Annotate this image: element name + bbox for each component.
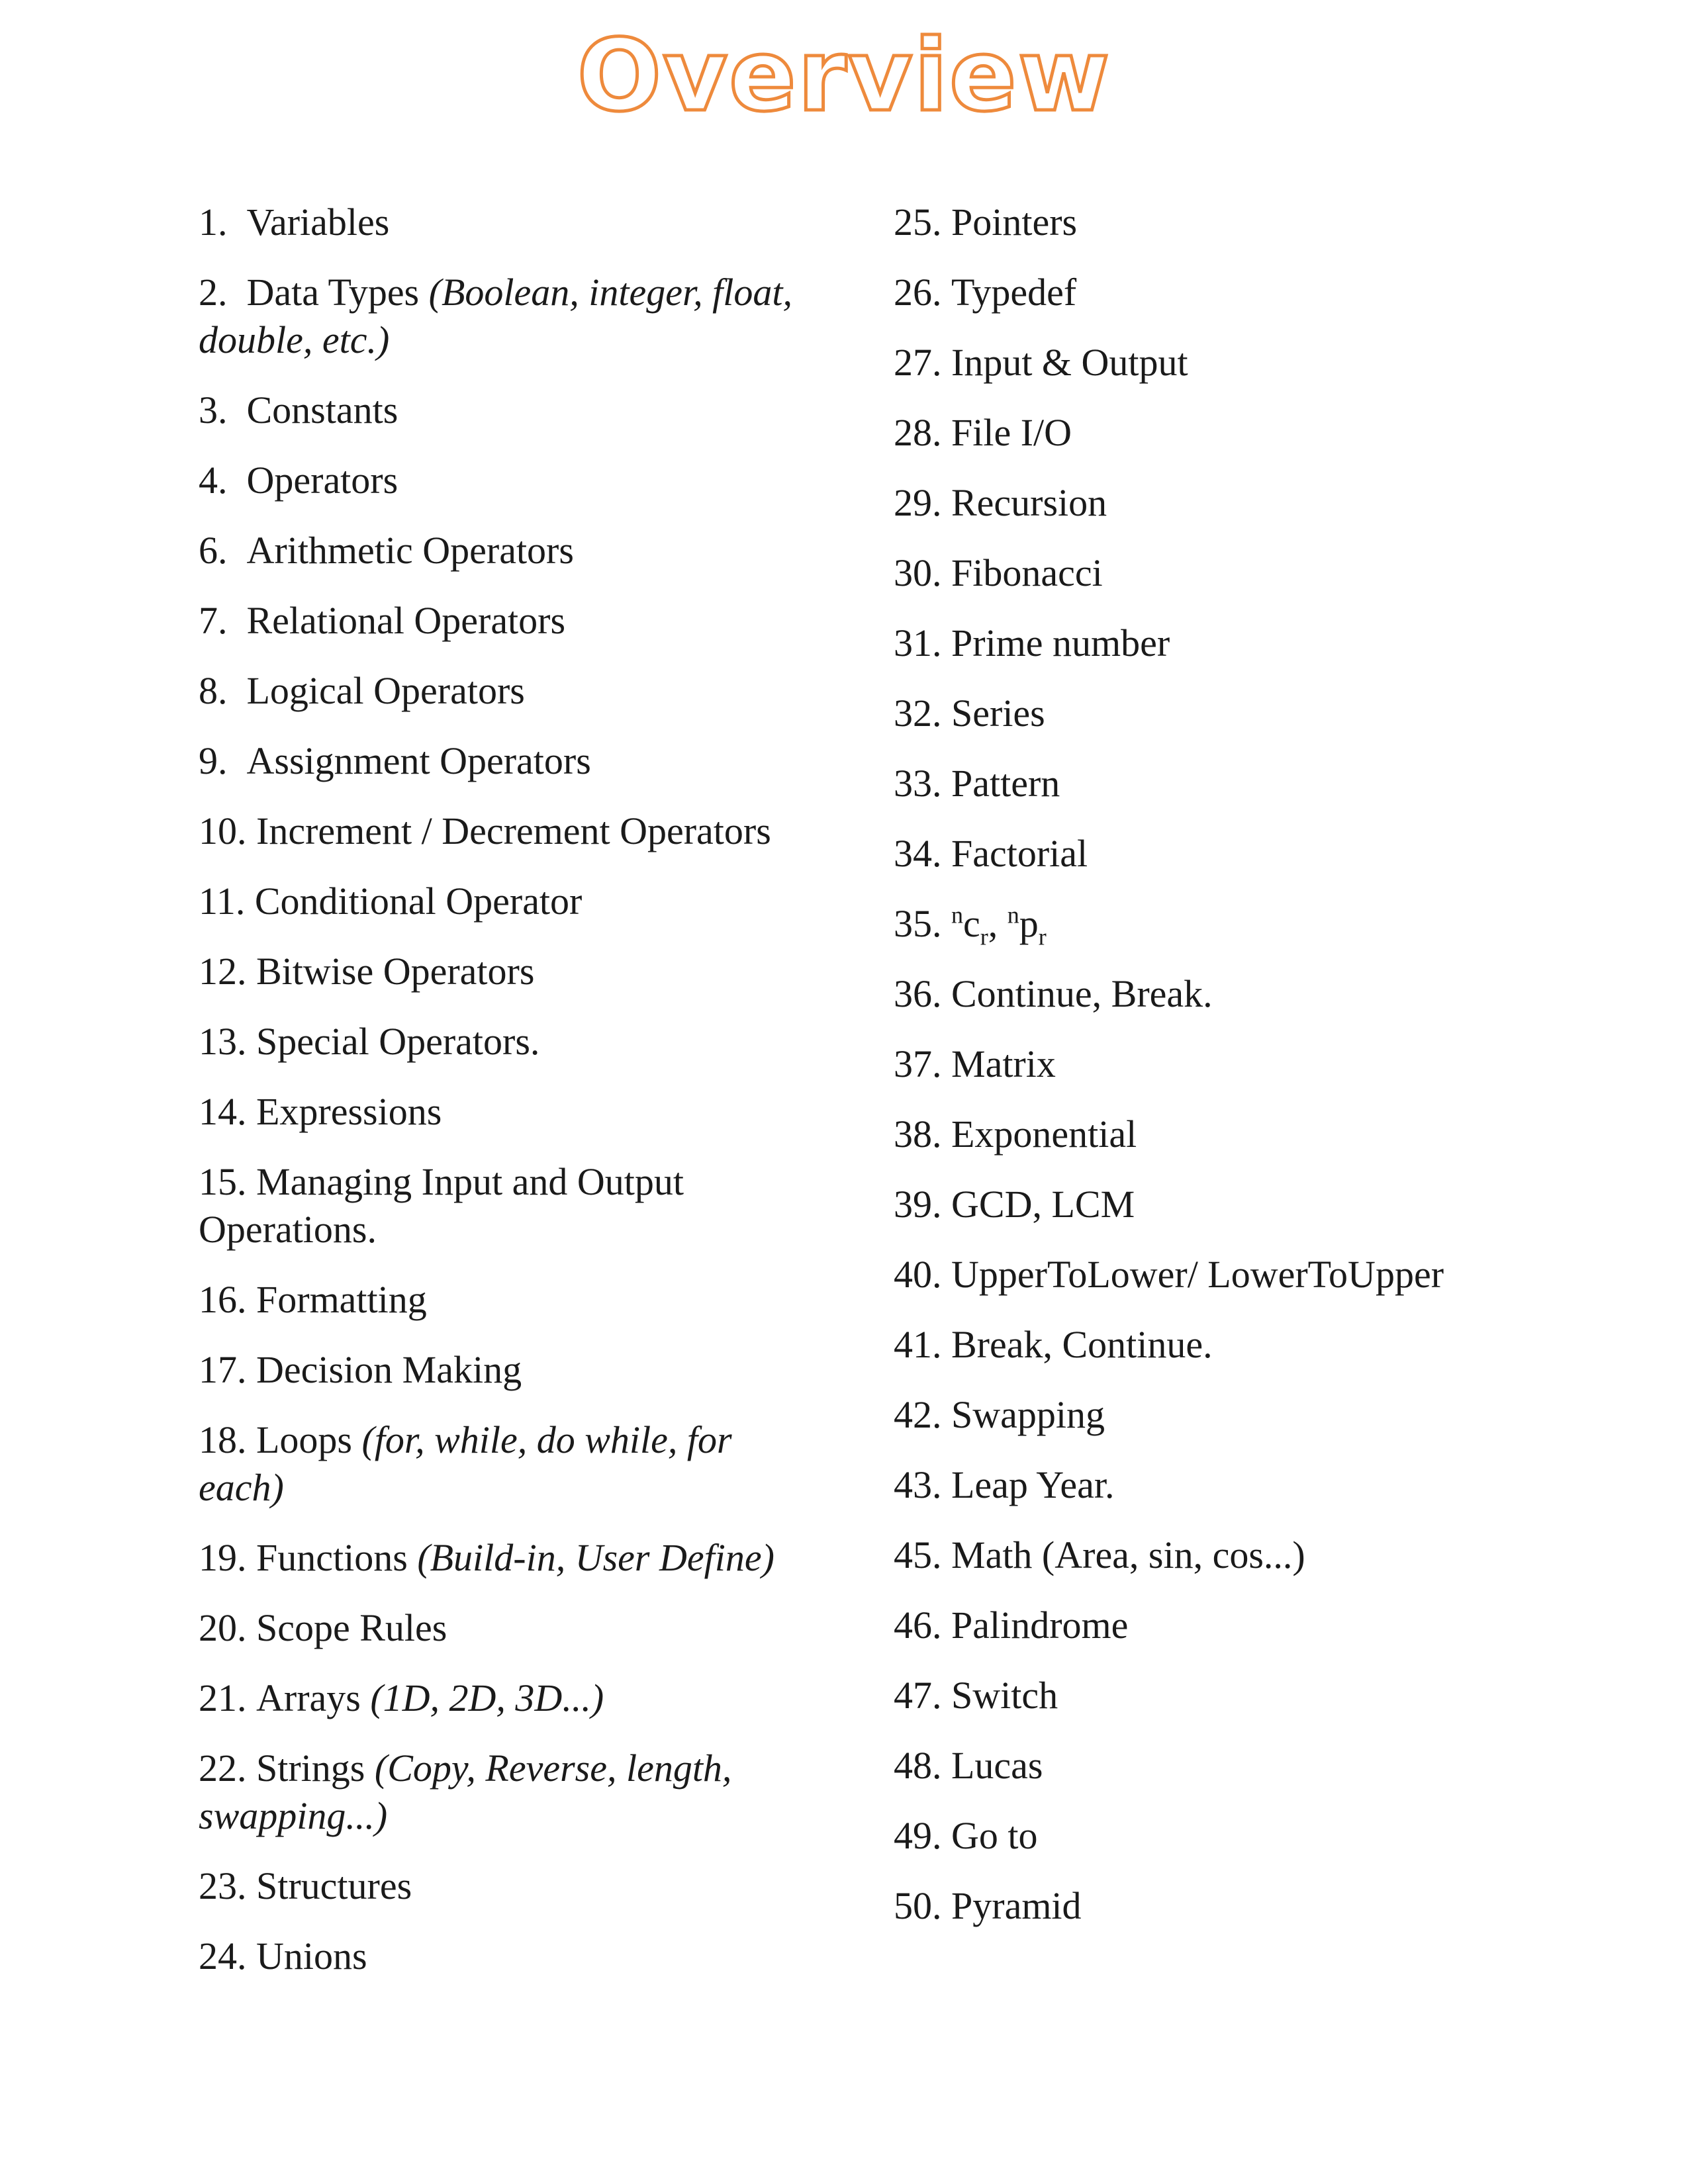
item-label: Switch [951,1674,1058,1717]
item-label: Scope Rules [256,1606,447,1649]
item-note: (Copy, Reverse, length, swapping...) [199,1747,732,1837]
item-number: 43. [894,1463,942,1506]
item-number: 50. [894,1884,942,1927]
item-number: 7. [199,599,228,642]
item-label: GCD, LCM [951,1183,1135,1226]
item-label: Formatting [256,1278,427,1321]
list-item [894,900,1556,948]
item-number: 47. [894,1674,942,1717]
item-label: Recursion [951,481,1107,524]
list-item [894,619,1556,667]
list-item [199,878,794,925]
list-item [199,1862,794,1910]
item-number: 12. [199,950,247,993]
page-title: Overview [577,19,1111,134]
list-item [894,409,1556,457]
list-item [894,970,1556,1018]
notation-sup2: n [1007,901,1019,929]
list-item [199,1158,794,1253]
list-item [199,387,794,434]
list-item [199,527,794,574]
item-label: UpperToLower/ LowerToUpper [951,1253,1444,1296]
item-label: Decision Making [256,1348,522,1391]
list-item [894,339,1556,387]
item-label: Continue, Break. [951,972,1213,1015]
list-item [894,269,1556,316]
item-number: 11. [199,880,246,923]
item-label: Arithmetic Operators [246,529,574,572]
item-number: 35. [894,902,942,945]
list-item [199,1604,794,1652]
item-number: 17. [199,1348,247,1391]
item-label: Variables [246,201,390,244]
item-number: 16. [199,1278,247,1321]
list-item [199,269,794,364]
list-item [199,667,794,715]
item-number: 4. [199,459,228,502]
list-item [894,1812,1556,1860]
list-item [894,479,1556,527]
item-label: Bitwise Operators [256,950,535,993]
item-number: 24. [199,1934,247,1978]
list-item [894,1181,1556,1228]
item-label: Pyramid [951,1884,1082,1927]
item-label: Swapping [951,1393,1105,1436]
item-number: 39. [894,1183,942,1226]
item-label: Go to [951,1814,1038,1857]
list-item [199,1534,794,1582]
item-number: 40. [894,1253,942,1296]
item-number: 18. [199,1418,247,1461]
item-label: Leap Year. [951,1463,1115,1506]
notation-base2: p [1019,902,1039,945]
item-label: Palindrome [951,1604,1129,1647]
list-item [894,1672,1556,1719]
item-note: (Build-in, User Define) [417,1536,774,1579]
item-label: File I/O [951,411,1072,454]
list-item [199,1674,794,1722]
list-item [894,830,1556,878]
item-number: 32. [894,692,942,735]
item-number: 21. [199,1676,247,1719]
list-item [894,1321,1556,1369]
item-number: 20. [199,1606,247,1649]
item-number: 49. [894,1814,942,1857]
list-item [894,1531,1556,1579]
item-label: Assignment Operators [246,739,591,782]
item-number: 37. [894,1042,942,1085]
item-label: Relational Operators [246,599,566,642]
item-label: Factorial [951,832,1088,875]
list-item [199,457,794,504]
item-label: Math (Area, sin, cos...) [951,1533,1305,1576]
item-number: 33. [894,762,942,805]
notation-sub2: r [1038,923,1047,950]
list-item [199,1933,794,1980]
list-item [199,1745,794,1840]
item-label: Logical Operators [246,669,525,712]
item-label: Exponential [951,1113,1137,1156]
item-number: 19. [199,1536,247,1579]
item-label: Arrays [256,1676,361,1719]
item-number: 6. [199,529,228,572]
item-number: 46. [894,1604,942,1647]
item-label: Fibonacci [951,551,1103,594]
item-label: Break, Continue. [951,1323,1213,1366]
item-note: (for, while, do while, for each) [199,1418,732,1509]
list-item [894,1040,1556,1088]
item-number: 25. [894,201,942,244]
item-label: Lucas [951,1744,1043,1787]
item-label: Loops [256,1418,352,1461]
list-item [894,1742,1556,1790]
item-label: Operators [246,459,399,502]
item-label: Pointers [951,201,1078,244]
list-item [894,1111,1556,1158]
item-label: Matrix [951,1042,1056,1085]
item-number: 34. [894,832,942,875]
item-number: 8. [199,669,228,712]
item-number: 22. [199,1747,247,1790]
item-number: 13. [199,1020,247,1063]
item-number: 41. [894,1323,942,1366]
item-note: (Boolean, integer, float, double, etc.) [199,271,792,361]
combinatorics-notation [951,901,1047,950]
list-item [199,1018,794,1066]
item-number: 36. [894,972,942,1015]
item-number: 30. [894,551,942,594]
list-item [199,807,794,855]
item-label: Strings [256,1747,365,1790]
notation-sup1: n [951,901,963,929]
notation-sep: , [988,902,1008,945]
item-number: 15. [199,1160,247,1203]
item-number: 45. [894,1533,942,1576]
item-note: (1D, 2D, 3D...) [370,1676,604,1719]
list-item [199,1088,794,1136]
item-number: 38. [894,1113,942,1156]
list-item [894,760,1556,807]
list-item [199,948,794,995]
list-item [199,737,794,785]
list-item [894,1251,1556,1298]
item-number: 14. [199,1090,247,1133]
item-number: 1. [199,201,228,244]
item-number: 26. [894,271,942,314]
item-number: 27. [894,341,942,384]
item-label: Prime number [951,621,1170,664]
list-item [894,1461,1556,1509]
list-item [199,1346,794,1394]
item-label: Pattern [951,762,1060,805]
item-label: Structures [256,1864,412,1907]
list-item [894,1882,1556,1930]
item-number: 42. [894,1393,942,1436]
list-item [199,597,794,645]
item-number: 3. [199,388,228,432]
topic-list-right [894,199,1556,1952]
item-number: 29. [894,481,942,524]
item-number: 2. [199,271,228,314]
item-label: Functions [256,1536,408,1579]
list-item [894,199,1556,246]
item-label: Unions [256,1934,367,1978]
item-label: Typedef [951,271,1077,314]
list-item [199,1276,794,1324]
item-label: Increment / Decrement Operators [256,809,771,852]
item-number: 10. [199,809,247,852]
topic-list-left [199,199,794,2003]
item-label: Expressions [256,1090,442,1133]
item-label: Series [951,692,1045,735]
item-label: Managing Input and Output Operations. [199,1160,684,1251]
item-label: Special Operators. [256,1020,540,1063]
item-label: Constants [246,388,399,432]
list-item [894,1391,1556,1439]
item-number: 31. [894,621,942,664]
list-item [199,1416,794,1512]
list-item [894,690,1556,737]
list-item [894,1602,1556,1649]
item-number: 23. [199,1864,247,1907]
notation-sub1: r [980,923,988,950]
item-number: 9. [199,739,228,782]
item-number: 28. [894,411,942,454]
list-item [199,199,794,246]
item-label: Conditional Operator [254,880,583,923]
list-item [894,549,1556,597]
notation-base1: c [963,902,980,945]
item-label: Input & Output [951,341,1188,384]
item-label: Data Types [246,271,420,314]
item-number: 48. [894,1744,942,1787]
